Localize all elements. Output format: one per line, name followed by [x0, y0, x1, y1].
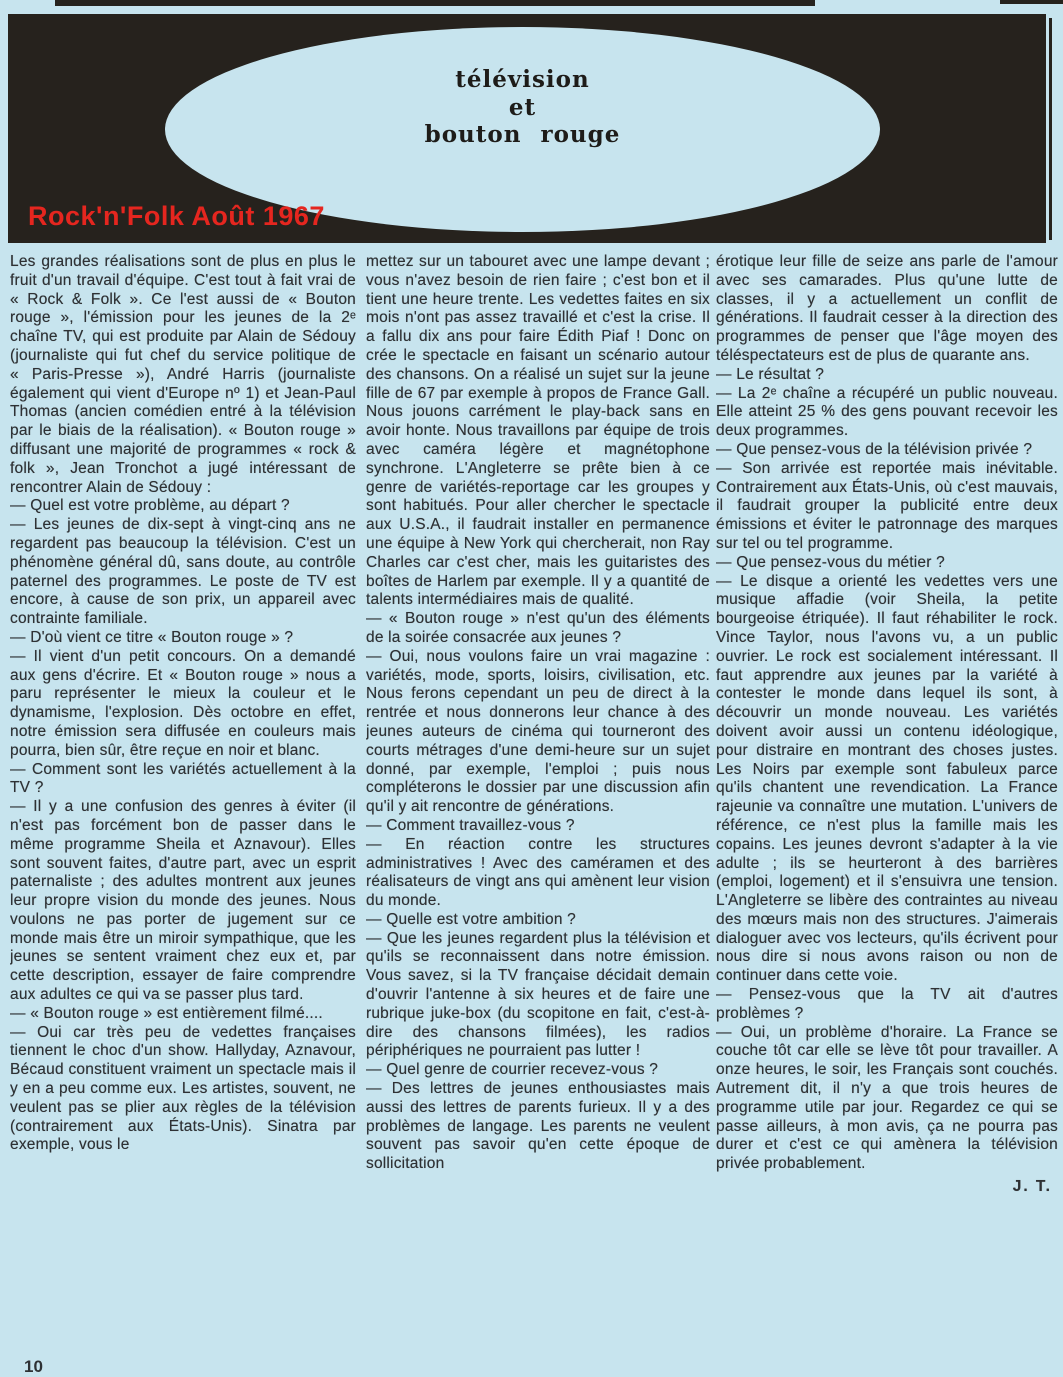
- paragraph: — La 2ᵉ chaîne a récupéré un public nouveau. Elle atteint 25 % des gens pouvant recevoir les deux programmes.: [716, 384, 1058, 440]
- paragraph: — Quelle est votre ambition ?: [366, 910, 576, 928]
- paragraph: — Quel genre de courrier recevez-vous ?: [366, 1061, 659, 1079]
- paragraph: — Que les jeunes regardent plus la télévision et qu'ils se reconnaissent dans notre émission. Vous savez, si la TV française décidait demain d'ouvrir l'antenne à six heures et de faire une rubrique juke-box (du scopitone en fait, c'est-à-dire des chansons filmées), les radios périphériques ne pourraient pas lutter !: [366, 929, 710, 1060]
- article-title: [165, 66, 880, 149]
- paragraph: — Son arrivée est reportée mais inévitable. Contrairement aux États-Unis, où c'est mauvais, il faudrait grouper la publicité entre deux émissions et éviter le patronnage des marques sur tel ou tel programme.: [716, 459, 1058, 552]
- magazine-credit: Rock'n'Folk Août 1967: [28, 201, 325, 231]
- article-column-3: [716, 253, 1058, 1365]
- page-number: 10: [24, 1357, 43, 1376]
- paragraph: érotique leur fille de seize ans parle de l'amour avec ses camarades. Plus qu'une lutte de classes, il y a actuellement un conflit de générations. Il faudrait cesser à la direction des programmes de penser que l'âge moyen des téléspectateurs est de plus de quarante ans.: [716, 253, 1058, 364]
- scan-edge-artifact-right: [1000, 0, 1063, 4]
- paragraph: — Il vient d'un petit concours. On a demandé aux gens d'écrire. Et « Bouton rouge » nous a paru représenter le mieux la couleur et le dynamisme, l'explosion. Dès octobre en effet, notre émission sera diffusée en couleurs mais pourra, bien sûr, être reçue en noir et blanc.: [10, 647, 356, 759]
- paragraph: — Le disque a orienté les vedettes vers une musique affadie (voir Sheila, la petite bourgeoise étriquée). Il faut réhabiliter le rock. Vince Taylor, nous l'avons vu, a un public ouvrier. Le rock est socialement intéressant. Il faut apprendre aux jeunes par la variété à contester le monde dans lequel ils sont, à découvrir un monde nouveau. Les variétés doivent avoir aussi un contenu idéologique, pour distraire en montrant des choses justes. Les Noirs par exemple sont fabuleux parce qu'ils chantent une revendication. La France rajeunie va connaître une mutation. L'univers de référence, ce n'est plus la famille mais les copains. Les jeunes devront s'adapter à la vie adulte ; ils se heurteront à des barrières (emploi, logement) et il s'ensuivra une tension. L'Angleterre se libère des contraintes au niveau des mœurs mais non des structures. J'aimerais dialoguer avec vos lecteurs, qu'ils écrivent pour nous dire si nous avons raison ou non de continuer dans cette voie.: [716, 572, 1058, 985]
- article-title-line: télévision: [455, 66, 590, 93]
- paragraph: — Oui, nous voulons faire un vrai magazine : variétés, mode, sports, loisirs, civilisation, etc. Nous ferons cependant un peu de direct à la rentrée et nous donnerons leur chance à des jeunes auteurs de cinéma qui tourneront des courts métrages d'une demi-heure sur un sujet donné, par exemple, l'emploi ; puis nous compléterons le dossier par une discussion afin qu'il y ait rencontre de générations.: [366, 647, 710, 816]
- paragraph: — Des lettres de jeunes enthousiastes mais aussi des lettres de parents furieux. Il y a des problèmes de langage. Les parents ne veulent souvent pas savoir qu'en cette époque de sollicitation: [366, 1080, 710, 1173]
- author-initials: J. T.: [1012, 1178, 1052, 1196]
- paragraph: — Que pensez-vous de la télévision privée ?: [716, 440, 1033, 458]
- paragraph: mettez sur un tabouret avec une lampe devant ; vous n'avez besoin de rien faire ; c'est bon et il tient une heure trente. Les vedettes faites en six mois n'ont pas assez travaillé et c'est la crise. Il a fallu dix ans pour faire Édith Piaf ! Donc on crée le spectacle en faisant un scénario autour des chansons. On a réalisé un sujet sur la jeune fille de 67 par exemple à propos de France Gall. Nous jouons carrément le play-back sans en avoir honte. Nous travaillons par équipe de trois avec caméra légère et magnétophone synchrone. L'Angleterre se prête bien à ce genre de variétés-reportage car les groupes y sont habitués. Pour aller chercher le spectacle aux U.S.A., il faudrait installer en permanence une équipe à New York qui chercherait, non Ray Charles car c'est cher, mais les guitaristes des boîtes de Harlem par exemple. Il y a quantité de talents intermédiaires mais de qualité.: [366, 253, 710, 609]
- paragraph: — Le résultat ?: [716, 365, 825, 383]
- article-column-2: [366, 253, 710, 1365]
- paragraph: — « Bouton rouge » est entièrement filmé....: [10, 1004, 323, 1022]
- paragraph: — Il y a une confusion des genres à éviter (il n'est pas forcément bon de passer dans le même programme Sheila et Aznavour). Elles sont souvent faites, d'autre part, avec un esprit paternaliste ; des adultes montrent aux jeunes leur propre vision du monde des jeunes. Nous voulons ne pas porter de jugement sur ce monde mais être un miroir sympathique, que les jeunes se sentent vraiment chez eux et, par cette description, essayer de faire comprendre aux adultes ce qui va se passer plus tard.: [10, 798, 356, 1004]
- paragraph: — Comment sont les variétés actuellement à la TV ?: [10, 760, 356, 797]
- paragraph: — « Bouton rouge » n'est qu'un des éléments de la soirée consacrée aux jeunes ?: [366, 610, 710, 646]
- paragraph: — D'où vient ce titre « Bouton rouge » ?: [10, 628, 294, 646]
- article-column-1: [10, 253, 356, 1365]
- paragraph: — Comment travaillez-vous ?: [366, 816, 575, 834]
- paragraph: — Quel est votre problème, au départ ?: [10, 497, 290, 515]
- paragraph: — En réaction contre les structures administratives ! Avec des caméramen et des réalisateurs de vingt ans qui amènent leur vision du monde.: [366, 835, 710, 910]
- paragraph: — Oui car très peu de vedettes françaises tiennent le choc d'un show. Hallyday, Aznavour, Bécaud constituent vraiment un spectacle mais il y en a peu comme eux. Les artistes, souvent, ne veulent pas se plier aux règles de la télévision (contrairement aux États-Unis). Sinatra par exemple, vous le: [10, 1023, 356, 1154]
- header-band-edge-line: [1049, 18, 1052, 240]
- paragraph: — Oui, un problème d'horaire. La France se couche tôt car elle se lève tôt pour travailler. A onze heures, le soir, les Français sont couchés. Autrement dit, il n'y a que trois heures de programme utile par jour. Regardez ce qui se passe ailleurs, à mon avis, ça ne pourra pas durer et c'est ce qui amènera la télévision privée probablement.: [716, 1023, 1058, 1173]
- paragraph: — Que pensez-vous du métier ?: [716, 553, 945, 571]
- article-title-line: et: [508, 93, 537, 121]
- paragraph: Les grandes réalisations sont de plus en plus le fruit d'un travail d'équipe. C'est tout à fait vrai de « Rock & Folk ». Ce l'est aussi de « Bouton rouge », l'émission pour les jeunes de la 2ᵉ chaîne TV, qui est produite par Alain de Sédouy (journaliste qui fut chef du service politique de « Paris-Presse »), André Harris (journaliste également qui vient d'Europe nº 1) et Jean-Paul Thomas (ancien comédien entré à la télévision par le biais de la réalisation). « Bouton rouge » diffusant une majorité de programmes « rock & folk », Jean Tronchot a jugé intéressant de rencontrer Alain de Sédouy :: [10, 253, 356, 496]
- paragraph: — Les jeunes de dix-sept à vingt-cinq ans ne regardent pas beaucoup la télévision. C'est un phénomène général dû, sans doute, au contrôle paternel des programmes. Le poste de TV est encore, à cause de son prix, un appareil avec contrainte familiale.: [10, 516, 356, 628]
- paragraph: — Pensez-vous que la TV ait d'autres problèmes ?: [716, 986, 1058, 1022]
- article-title-line: bouton rouge: [424, 121, 621, 148]
- scan-edge-artifact: [55, 0, 815, 6]
